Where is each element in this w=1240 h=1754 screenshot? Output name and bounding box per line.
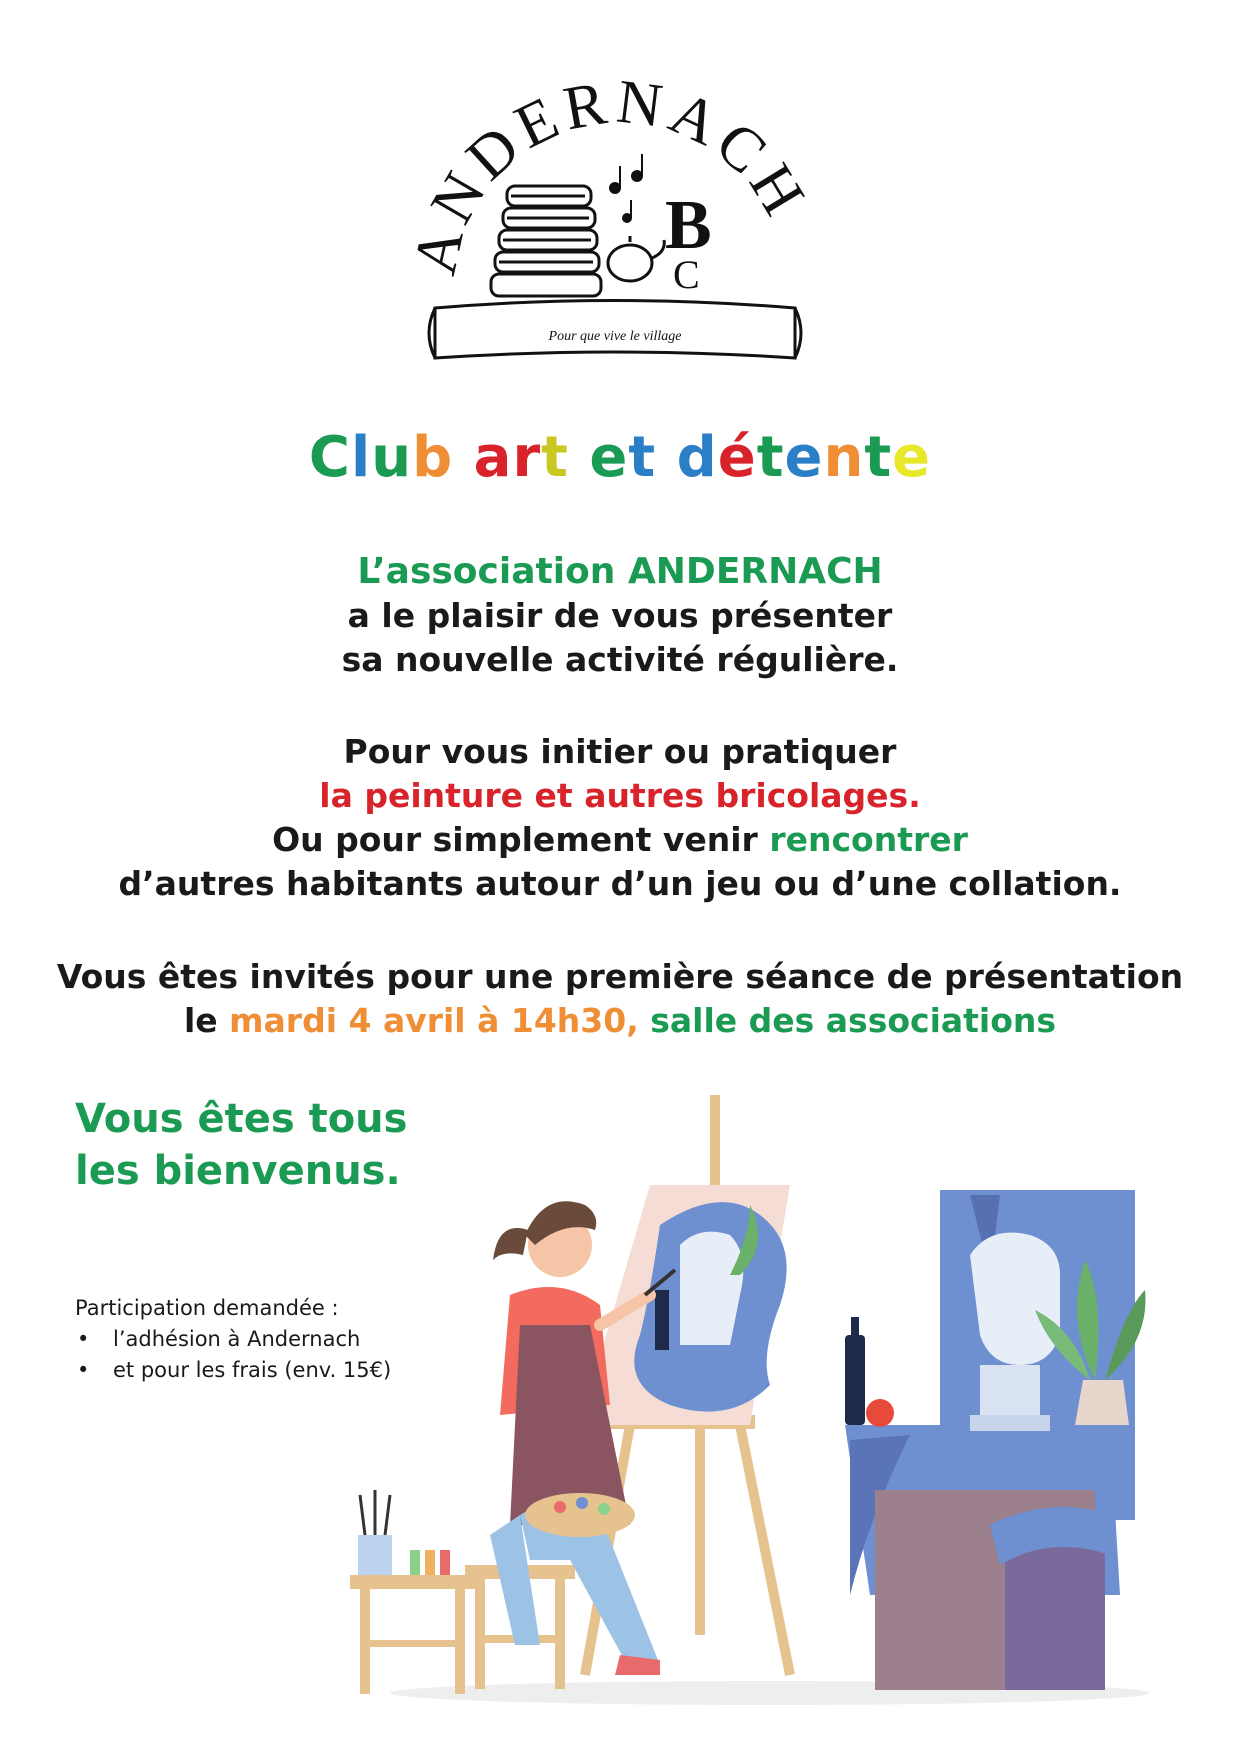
svg-text:B: B (665, 187, 712, 264)
invitation-line-2 (0, 999, 1240, 1043)
title-letter: l (350, 425, 372, 490)
purpose-line-4: d’autres habitants autour d’un jeu ou d’une collation. (118, 864, 1122, 903)
purpose-highlight: rencontrer (769, 820, 968, 859)
title-letter (656, 425, 677, 490)
bullet-icon: • (77, 1327, 90, 1351)
title-letter: t (864, 425, 893, 490)
title-letter: t (628, 425, 657, 490)
title-letter: t (756, 425, 785, 490)
bottle-icon (845, 1335, 865, 1425)
title-letter: n (823, 425, 865, 490)
logo-artwork (415, 58, 815, 388)
intro-line-2: a le plaisir de vous présenter (347, 596, 893, 635)
title-letter: r (512, 425, 542, 490)
painter-artwork (350, 1095, 1160, 1715)
svg-text:C: C (673, 252, 700, 297)
title-letter: C (308, 425, 351, 490)
purpose-line-1: Pour vous initier ou pratiquer (343, 732, 897, 771)
intro-line-3: sa nouvelle activité régulière. (341, 640, 899, 679)
title-letter: d (676, 425, 718, 490)
logo-wordmark: NDERNACH (417, 67, 815, 235)
side-table-icon (350, 1575, 475, 1694)
purpose-line-3-prefix: Ou pour simplement venir (272, 820, 770, 859)
list-item: • et pour les frais (env. 15€) (75, 1355, 391, 1386)
title-letter (453, 425, 474, 490)
title-letter: t (541, 425, 569, 490)
invitation-place: salle des associations (638, 1001, 1057, 1040)
participation-heading: Participation demandée : (75, 1296, 339, 1320)
painter-illustration (350, 1095, 1160, 1715)
title-letter: é (717, 425, 757, 490)
invitation-line-1: Vous êtes invités pour une première séance de présentation (56, 957, 1184, 996)
teapot-icon (608, 236, 664, 281)
paint-tubes-icon (410, 1550, 450, 1575)
purpose-block (0, 730, 1240, 906)
purpose-line-3 (0, 818, 1240, 862)
intro-block (0, 550, 1240, 682)
title-letter: e (589, 425, 629, 490)
title-letter (569, 425, 590, 490)
title-letter: a (473, 425, 513, 490)
title-letter: e (892, 425, 932, 490)
participation-block (75, 1293, 391, 1386)
apple-icon (866, 1399, 894, 1427)
welcome-line-2: les bienvenus. (75, 1148, 401, 1194)
logo-banner-text: Pour que vive le village (548, 329, 682, 344)
title-letter: b (412, 425, 454, 490)
invitation-date: mardi 4 avril à 14h30, (229, 1001, 639, 1040)
welcome-line-1: Vous êtes tous (75, 1096, 408, 1142)
purpose-line-2: la peinture et autres bricolages. (319, 776, 921, 815)
invitation-prefix: le (183, 1001, 230, 1040)
brush-cup-icon (358, 1490, 392, 1575)
canvas-painting (580, 1185, 790, 1425)
andernach-logo (415, 58, 815, 388)
letter-b-icon (665, 187, 712, 297)
bullet-icon: • (77, 1358, 90, 1382)
books-icon (491, 186, 601, 296)
title-letter: e (784, 425, 824, 490)
list-item: • l’adhésion à Andernach (75, 1324, 391, 1355)
title-letter: u (371, 425, 413, 490)
page-title (0, 425, 1240, 490)
invitation-block (0, 955, 1240, 1043)
music-notes-icon (610, 154, 642, 222)
participation-list (75, 1324, 391, 1386)
intro-heading: L’association ANDERNACH (357, 551, 883, 592)
